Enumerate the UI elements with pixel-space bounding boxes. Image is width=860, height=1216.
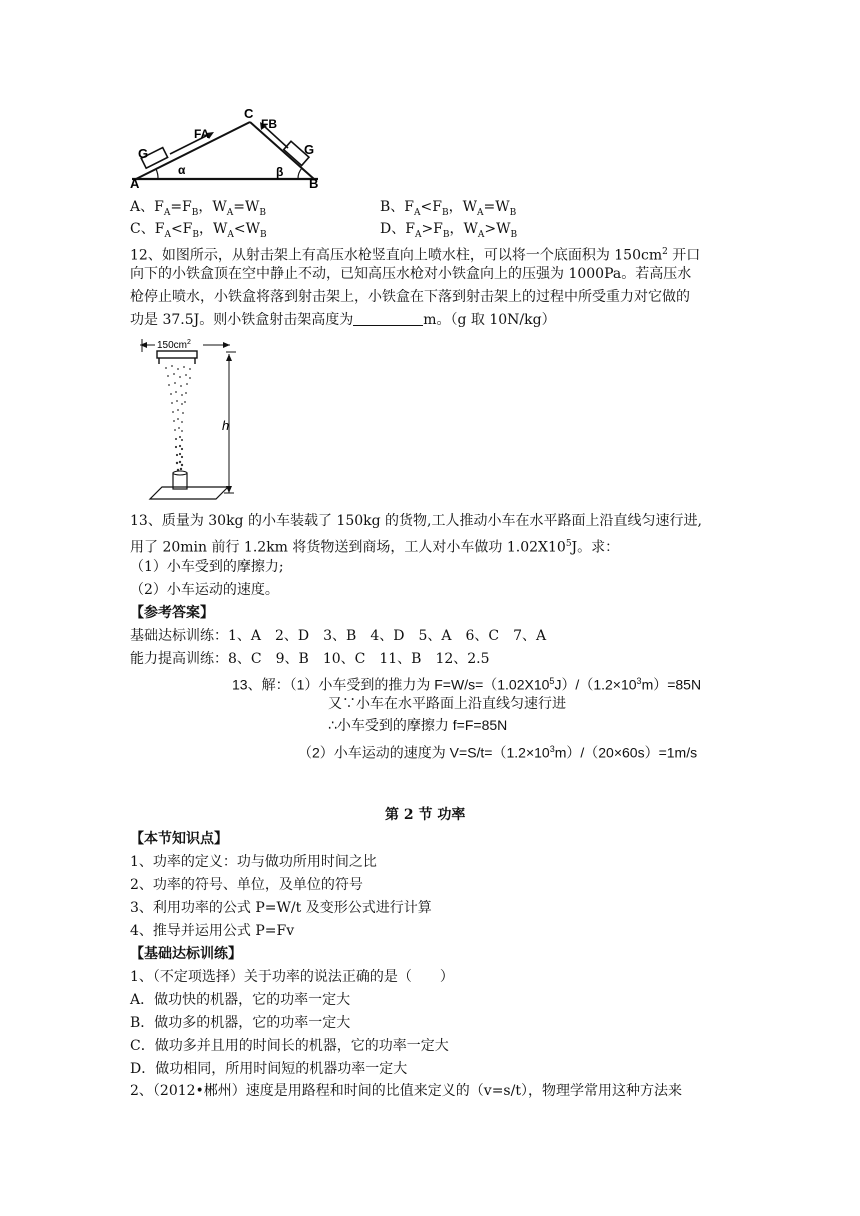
q11-option-a: A、$F_A=F_B$，$W_A=W_B$ — [130, 199, 267, 218]
answers-basic: 基础达标训练：1、A 2、D 3、B 4、D 5、A 6、C 7、A — [130, 628, 547, 644]
question-1-option-b: B．做功多的机器，它的功率一定大 — [130, 1015, 351, 1031]
label-beta: β — [276, 165, 284, 179]
solution-line-2: 又∵小车在水平路面上沿直线匀速行进 — [328, 696, 566, 712]
solution-line-1: 13、解：（1）小车受到的推力为 $F=W/s=(1.02X10^5J)/(1.2\times 10^3m)=85N$ — [232, 676, 702, 693]
q13-line-2: 用了 20min 前行 1.2km 将货物送到商场，工人对小车做功 $1.02X10^5J$。求： — [130, 539, 620, 556]
q13-line-4: （2）小车运动的速度。 — [130, 582, 279, 598]
section-title: 第 2 节 功率 — [385, 807, 466, 823]
q13-line-1: 13、质量为 30kg 的小车装载了 150kg 的货物,工人推动小车在水平路面上沿直线匀速行进, — [130, 513, 702, 529]
q12-line-2: 向下的小铁盒顶在空中静止不动，已知高压水枪对小铁盒向上的压强为 1000Pa。若高压水 — [130, 266, 692, 282]
q11-option-b: B、$F_A<F_B$，$W_A=W_B$ — [380, 199, 517, 218]
basic-heading: 【基础达标训练】 — [130, 946, 242, 962]
solution-line-3: ∴小车受到的摩擦力 f=F=85N — [328, 717, 508, 733]
label-fb: FB — [261, 117, 277, 131]
knowledge-item-2: 2、功率的符号、单位，及单位的符号 — [130, 877, 363, 893]
question-2: 2、（2012•郴州）速度是用路程和时间的比值来定义的（v=s/t），物理学常用这种方法来 — [130, 1083, 682, 1099]
label-c: C — [244, 106, 254, 121]
label-g-right: G — [304, 142, 315, 157]
knowledge-item-4: 4、推导并运用公式 P=Fv — [130, 923, 295, 939]
svg-text:150cm2: $150cm^2$ — [157, 339, 191, 351]
answers-heading: 【参考答案】 — [130, 605, 214, 621]
label-g-left: G — [138, 146, 149, 161]
incline-figure — [128, 104, 328, 190]
water-jet-figure — [130, 336, 242, 504]
label-h: h — [222, 418, 230, 433]
q12-line-1: 12、如图所示，从射击架上有高压水枪竖直向上喷水柱，可以将一个底面积为 $150cm^2$ 开口 — [130, 247, 701, 264]
question-1-option-c: C．做功多并且用的时间长的机器，它的功率一定大 — [130, 1038, 449, 1054]
label-fa: FA — [194, 127, 210, 141]
label-b: B — [309, 176, 319, 190]
question-1-option-d: D．做功相同，所用时间短的机器功率一定大 — [130, 1061, 408, 1077]
label-a: A — [130, 176, 140, 190]
q12-line-4: 功是 37.5J。则小铁盒射击架高度为 m。（g 取 10N/kg） — [130, 312, 556, 328]
label-alpha: α — [178, 163, 186, 177]
knowledge-item-3: 3、利用功率的公式 P=W/t 及变形公式进行计算 — [130, 900, 432, 916]
question-1: 1、（不定项选择）关于功率的说法正确的是（ ） — [130, 969, 454, 985]
solution-line-4: （2）小车运动的速度为 $V=S/t=(1.2\times 10^3m)/(20\times 60s)=1m/s$ — [298, 744, 698, 761]
answer-blank — [353, 311, 423, 326]
answers-advanced: 能力提高训练：8、C 9、B 10、C 11、B 12、2.5 — [130, 651, 490, 667]
knowledge-heading: 【本节知识点】 — [130, 831, 228, 847]
question-1-option-a: A．做功快的机器，它的功率一定大 — [130, 992, 351, 1008]
q13-line-3: （1）小车受到的摩擦力; — [130, 559, 284, 575]
q11-option-d: D、$F_A>F_B$，$W_A>W_B$ — [380, 221, 518, 240]
q12-line-3: 枪停止喷水，小铁盒将落到射击架上，小铁盒在下落到射击架上的过程中所受重力对它做的 — [130, 289, 690, 305]
knowledge-item-1: 1、功率的定义：功与做功所用时间之比 — [130, 854, 377, 870]
q11-option-c: C、$F_A<F_B$，$W_A<W_B$ — [130, 221, 267, 240]
